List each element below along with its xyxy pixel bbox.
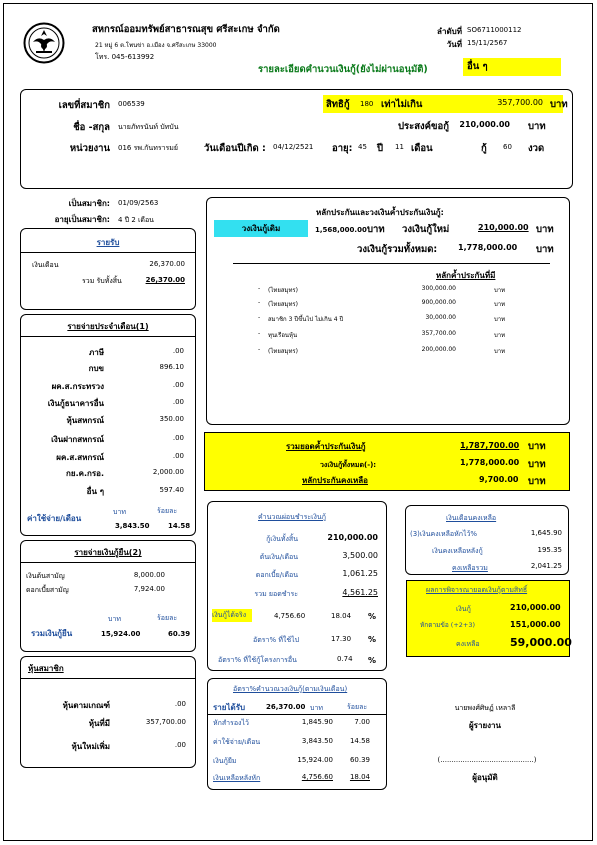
calc-loan-value: 210,000.00 <box>327 533 378 542</box>
balance-title: เงินเดือนคงเหลือ <box>446 514 497 522</box>
expense-label: ผค.ส.กระทรวง <box>51 382 104 391</box>
shares-value-1: 357,700.00 <box>145 718 186 726</box>
expense-pct-header: ร้อยละ <box>157 507 178 515</box>
max-baht: บาท <box>550 99 568 110</box>
org-phone: โทร. 045-613992 <box>95 53 155 61</box>
expense-value: .00 <box>172 398 184 406</box>
collateral-label: (ไทยสมุทร) <box>268 301 298 308</box>
result-loan-label: เงินกู้ <box>456 605 471 613</box>
purpose-label: ประสงค์ขอกู้ <box>398 121 449 132</box>
expense-label: อื่น ๆ <box>86 487 104 496</box>
seq-value: SO6711000112 <box>467 26 522 34</box>
expense-sum-value: 3,843.50 <box>115 522 150 530</box>
calc-loan-label: กู้เงินทั้งสิ้น <box>266 535 298 543</box>
member-duration: 4 ปี 2 เดือน <box>118 216 154 224</box>
income-total: 26,370.00 <box>145 276 185 284</box>
ratio-baht-header: บาท <box>310 704 323 712</box>
new-limit-value: 210,000.00 <box>478 223 529 232</box>
age-months: 11 <box>395 143 404 151</box>
collateral-value: 357,700.00 <box>421 330 456 337</box>
loan-sum-label: รวมเงินกู้ยืน <box>31 629 73 638</box>
expense-label: เงินฝากสหกรณ์ <box>51 435 104 444</box>
age-years: 45 <box>358 143 367 151</box>
balance-remain-value: 1,645.90 <box>530 529 562 537</box>
shares-value-0: .00 <box>174 700 186 708</box>
org-name: สหกรณ์ออมทรัพย์สาธารณสุข ศรีสะเกษ จำกัด <box>92 24 280 35</box>
right-label: สิทธิกู้ <box>326 99 350 110</box>
years-unit: ปี <box>377 143 384 154</box>
ratio-pct-header: ร้อยละ <box>347 703 368 711</box>
collateral-bullet: - <box>258 330 261 337</box>
collateral-unit: บาท <box>494 332 506 339</box>
ratio-row-pct: 7.00 <box>354 718 370 726</box>
ratio-row-pct: 18.04 <box>349 773 370 781</box>
name-label: ชื่อ -สกุล <box>73 122 110 133</box>
member-since: 01/09/2563 <box>118 199 159 207</box>
calc-ratio2-pct-sign: % <box>368 656 377 665</box>
expense-label: หุ้นสหกรณ์ <box>66 416 104 425</box>
loan-expense-value-1: 7,924.00 <box>133 585 165 593</box>
loan-sum-value: 15,924.00 <box>101 630 141 638</box>
ratio-row-value: 3,843.50 <box>301 737 333 745</box>
shares-label-0: หุ้นตามเกณฑ์ <box>62 701 110 710</box>
ratio-row-label: ค่าใช้จ่าย/เดือน <box>213 738 261 746</box>
org-address: 21 หมู่ 6 ต.โพนข่า อ.เมือง จ.ศรีสะเกษ 33000 <box>95 42 217 49</box>
calc-ratio-label: อัตรา% ที่ใช้ไป <box>253 636 300 644</box>
expense-value: .00 <box>172 347 184 355</box>
shares-title: หุ้นสมาชิก <box>28 664 64 673</box>
balance-net-value: 2,041.25 <box>530 562 562 570</box>
seq-label: ลำดับที่ <box>437 27 462 36</box>
guarantee-sum-baht: บาท <box>528 441 546 452</box>
shares-label-1: หุ้นที่มี <box>88 719 110 728</box>
report-title: รายละเอียดคำนวนเงินกู้(ยังไม่ผ่านอนุมัติ) <box>258 64 428 75</box>
calc-title: คำนวณผ่อนชำระเงินกู้ <box>258 513 326 521</box>
shares-label-2: หุ้นใหม่เพิ่ม <box>71 742 110 751</box>
salary-label: เงินเดือน <box>32 261 59 269</box>
member-no-label: เลขที่สมาชิก <box>58 100 110 111</box>
date-value: 15/11/2567 <box>467 39 508 47</box>
calc-ratio-pct-sign: % <box>368 635 377 644</box>
calc-net-pct: 18.04 <box>331 612 352 620</box>
collateral-unit: บาท <box>494 348 506 355</box>
total-limit-baht: บาท <box>536 244 554 255</box>
expense-value: 597.40 <box>159 486 184 494</box>
max-value: 357,700.00 <box>497 98 543 107</box>
result-net-value: 59,000.00 <box>510 636 572 649</box>
expense-value: .00 <box>172 452 184 460</box>
ratio-row-value: 4,756.60 <box>301 773 333 781</box>
balance-deduct-label: เงินคงเหลือหลังกู้ <box>432 547 483 555</box>
calc-interest-value: 1,061.25 <box>342 569 378 578</box>
collateral-label: ทุนเรือนหุ้น <box>268 332 298 339</box>
ratio-table-title: อัตรา%คำนวณวงเงินกู้(ตามเงินเดือน) <box>233 685 348 693</box>
age-label: อายุ: <box>332 143 353 154</box>
calc-total-label: รวม ยอดชำระ <box>254 590 298 598</box>
ratio-row-label: เงินเหลือหลังหัก <box>213 774 261 782</box>
loan-expense-label-0: เงินต้นสามัญ <box>26 572 65 580</box>
result-loan-value: 210,000.00 <box>510 603 561 612</box>
guarantee-limit-baht: บาท <box>528 459 546 470</box>
collateral-unit: บาท <box>494 287 506 294</box>
expense-sum-pct: 14.58 <box>168 522 191 530</box>
balance-net-label: คงเหลือรวม <box>452 564 488 572</box>
expense-sum-label: ค่าใช้จ่าย/เดือน <box>27 514 82 523</box>
result-title: ผลการพิจารณายอดเงินกู้ตามสิทธิ์ <box>426 586 528 594</box>
loan-baht-header: บาท <box>108 615 121 623</box>
expense-label: ผค.ส.สหกรณ์ <box>56 453 104 462</box>
date-label: วันที่ <box>446 40 462 49</box>
collateral-label: (ไทยสมุทร) <box>268 348 298 355</box>
collateral-label: สมาชิก 3 ปีขึ้นไป ไม่เกิน 4 ปี <box>268 316 344 323</box>
expense-value: .00 <box>172 434 184 442</box>
unit-label: หน่วยงาน <box>69 143 110 154</box>
member-name: นายภัทรนันท์ บัทบัน <box>118 123 179 131</box>
calc-total-value: 4,561.25 <box>342 588 378 597</box>
collateral-bullet: - <box>258 314 261 321</box>
calc-principal-label: ต้นเงิน/เดือน <box>259 553 298 561</box>
ratio-row-value: 15,924.00 <box>297 756 333 764</box>
balance-remain-label: (3)เงินคงเหลือหักไว้% <box>410 530 478 538</box>
purpose-value: 210,000.00 <box>459 120 510 129</box>
installment-value: 60 <box>503 143 512 151</box>
expense-value: 896.10 <box>159 363 184 371</box>
new-limit-label: วงเงินกู้ใหม่ <box>402 224 450 235</box>
result-deduct-label: หักตามข้อ (+2+3) <box>420 621 476 629</box>
calc-ratio-value: 17.30 <box>331 635 352 643</box>
installment-unit: งวด <box>528 143 545 154</box>
loan-expense-label-1: ดอกเบี้ยสามัญ <box>26 586 69 594</box>
months-unit: เดือน <box>411 143 433 154</box>
guarantee-remain-label: หลักประกันคงเหลือ <box>302 476 368 485</box>
expense-value: 350.00 <box>159 415 184 423</box>
monthly-expense-title: รายจ่ายประจำเดือน(1) <box>67 322 149 331</box>
collateral-title: หลักค้ำประกันที่มี <box>436 271 496 280</box>
expense-baht-header: บาท <box>113 508 126 516</box>
member-unit: 016 รพ.กันทรารมย์ <box>118 144 178 152</box>
officer-role: ผู้รายงาน <box>468 721 502 730</box>
new-limit-baht: บาท <box>536 224 554 235</box>
expense-label: เงินกู้ธนาคารอื่น <box>47 399 104 408</box>
birth-date: 04/12/2521 <box>273 143 314 151</box>
collateral-unit: บาท <box>494 316 506 323</box>
shares-value-2: .00 <box>174 741 186 749</box>
ratio-row-label: เงินกู้ยืม <box>213 757 237 765</box>
calc-net-pct-sign: % <box>368 612 377 621</box>
collateral-bullet: - <box>258 285 261 292</box>
purpose-baht: บาท <box>528 121 546 132</box>
expense-label: กบข <box>88 364 104 373</box>
calc-principal-value: 3,500.00 <box>342 551 378 560</box>
collateral-bullet: - <box>258 346 261 353</box>
collateral-value: 30,000.00 <box>425 314 456 321</box>
ratio-row-pct: 60.39 <box>349 756 370 764</box>
old-limit-label: วงเงินกู้เดิม <box>214 220 308 237</box>
approver-role: ผู้อนุมัติ <box>472 773 498 782</box>
officer-name: นายพงศ์ศิษฏ์ เหลาลี <box>454 704 516 712</box>
cooperative-logo <box>23 22 65 64</box>
collateral-value: 200,000.00 <box>421 346 456 353</box>
approver-line: (..........................................) <box>437 756 537 764</box>
guarantee-limit-value: 1,778,000.00 <box>460 458 520 467</box>
member-no: 006539 <box>118 100 145 108</box>
guarantee-sum-value: 1,787,700.00 <box>460 441 520 450</box>
total-limit-label: วงเงินกู้รวมทั้งหมด: <box>357 244 438 255</box>
collateral-bullet: - <box>258 299 261 306</box>
calc-net-label: เงินกู้ได้จริง <box>212 609 252 622</box>
calc-net-value: 4,756.60 <box>274 612 306 620</box>
expense-label: กย.ค.กรอ. <box>66 469 104 478</box>
result-deduct-value: 151,000.00 <box>510 620 561 629</box>
collateral-label: (ไทยสมุทร) <box>268 287 298 294</box>
income-total-label: รวม รับทั้งสิ้น <box>82 277 122 285</box>
guarantee-limit-label: วงเงินกู้ทั้งหมด(-): <box>320 461 377 469</box>
old-limit-value: 1,568,000.00 <box>315 226 367 234</box>
old-limit-baht: บาท <box>367 224 385 235</box>
member-since-label: เป็นสมาชิก: <box>68 199 110 208</box>
collateral-value: 900,000.00 <box>421 299 456 306</box>
loan-pct-header: ร้อยละ <box>157 614 178 622</box>
ratio-income-value: 26,370.00 <box>266 703 306 711</box>
collateral-value: 300,000.00 <box>421 285 456 292</box>
expense-label: ภาษี <box>88 348 104 357</box>
result-net-label: คงเหลือ <box>456 640 480 648</box>
ratio-income-label: รายได้รับ <box>213 703 246 712</box>
max-label: เท่าไม่เกิน <box>381 99 423 110</box>
ratio-row-value: 1,845.90 <box>301 718 333 726</box>
loan-type-badge: อื่น ๆ <box>463 58 561 76</box>
expense-value: .00 <box>172 381 184 389</box>
calc-interest-label: ดอกเบี้ย/เดือน <box>255 571 298 579</box>
calc-ratio2-value: 0.74 <box>337 655 353 663</box>
ratio-row-label: หักสำรองไว้ <box>213 719 249 727</box>
calc-ratio2-label: อัตรา% ที่ใช้กู้โครงการอื่น <box>218 656 297 664</box>
guarantee-remain-value: 9,700.00 <box>479 475 519 484</box>
birth-label: วันเดือนปีเกิด : <box>204 143 266 154</box>
balance-deduct-value: 195.35 <box>537 546 562 554</box>
guarantee-sum-label: รวมยอดค้ำประกันเงินกู้ <box>286 442 366 451</box>
expense-value: 2,000.00 <box>152 468 184 476</box>
guarantee-title: หลักประกันและวงเงินค้ำประกันเงินกู้: <box>316 208 444 217</box>
member-duration-label: อายุเป็นสมาชิก: <box>54 215 110 224</box>
income-title: รายรับ <box>96 238 120 247</box>
ratio-row-pct: 14.58 <box>349 737 370 745</box>
total-limit-value: 1,778,000.00 <box>458 243 518 252</box>
collateral-unit: บาท <box>494 301 506 308</box>
loan-expense-title: รายจ่ายเงินกู้ยืน(2) <box>74 548 142 557</box>
guarantee-remain-baht: บาท <box>528 476 546 487</box>
loan-expense-value-0: 8,000.00 <box>133 571 165 579</box>
right-value: 180 <box>360 100 374 108</box>
salary-value: 26,370.00 <box>149 260 185 268</box>
installment-label: กู้ <box>481 143 487 154</box>
loan-sum-pct: 60.39 <box>168 630 191 638</box>
